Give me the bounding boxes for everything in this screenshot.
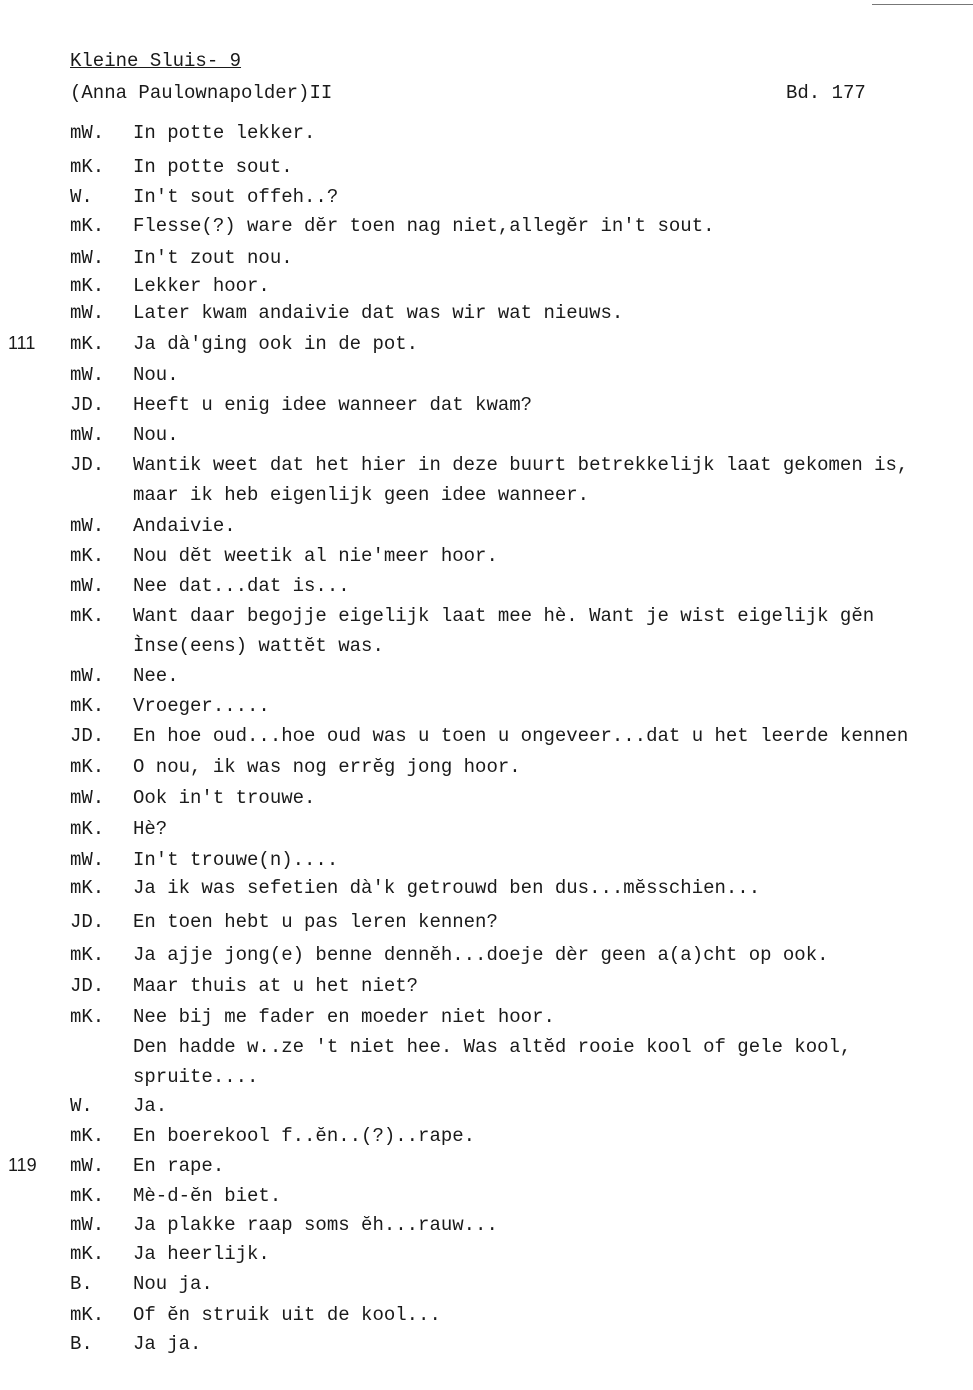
utterance-text: Nee. [133, 665, 179, 687]
transcript-line [0, 1243, 973, 1271]
transcript-line [0, 1273, 973, 1301]
speaker-label: mK. [70, 1243, 105, 1265]
utterance-text: In potte lekker. [133, 122, 316, 144]
utterance-text: In't sout offeh..? [133, 186, 339, 208]
utterance-text: maar ik heb eigenlijk geen idee wanneer. [133, 484, 590, 506]
speaker-label: mW. [70, 575, 105, 597]
transcript-line [0, 156, 973, 184]
utterance-text: Nee dat...dat is... [133, 575, 350, 597]
transcript-line [0, 1155, 973, 1183]
transcript-line [0, 1125, 973, 1153]
transcript-line [0, 818, 973, 846]
speaker-label: mK. [70, 156, 105, 178]
line-number: 111 [8, 333, 36, 353]
transcript-line [0, 635, 973, 663]
transcript-line [0, 787, 973, 815]
speaker-label: JD. [70, 454, 105, 476]
transcript-line [0, 1006, 973, 1034]
speaker-label: mK. [70, 944, 105, 966]
speaker-label: W. [70, 186, 93, 208]
line-number: 119 [8, 1155, 37, 1175]
utterance-text: spruite.... [133, 1066, 259, 1088]
speaker-label: mK. [70, 756, 105, 778]
transcript-line [0, 944, 973, 972]
transcript-line [0, 484, 973, 512]
utterance-text: En boerekool f..ĕn..(?)..rape. [133, 1125, 476, 1147]
utterance-text: Vroeger..... [133, 695, 270, 717]
utterance-text: In't trouwe(n).... [133, 849, 339, 871]
utterance-text: En toen hebt u pas leren kennen? [133, 911, 498, 933]
speaker-label: W. [70, 1095, 93, 1117]
utterance-text: Ja dà'ging ook in de pot. [133, 333, 419, 355]
transcript-line [0, 849, 973, 877]
utterance-text: Ook in't trouwe. [133, 787, 316, 809]
speaker-label: B. [70, 1333, 93, 1355]
utterance-text: Maar thuis at u het niet? [133, 975, 419, 997]
speaker-label: mW. [70, 849, 105, 871]
transcript-line [0, 911, 973, 939]
speaker-label: mK. [70, 215, 105, 237]
transcript-line [0, 394, 973, 422]
utterance-text: Mè-d-ĕn biet. [133, 1185, 282, 1207]
speaker-label: B. [70, 1273, 93, 1295]
speaker-label: mK. [70, 1304, 105, 1326]
utterance-text: Andaivie. [133, 515, 236, 537]
speaker-label: mW. [70, 302, 105, 324]
speaker-label: mW. [70, 364, 105, 386]
speaker-label: mK. [70, 1125, 105, 1147]
utterance-text: Nou ja. [133, 1273, 213, 1295]
transcript-line [0, 695, 973, 723]
speaker-label: mK. [70, 818, 105, 840]
utterance-text: Ja ajje jong(e) benne dennĕh...doeje dèr geen a(a)cht op ook. [133, 944, 829, 966]
utterance-text: Ja. [133, 1095, 168, 1117]
utterance-text: Later kwam andaivie dat was wir wat nieuws. [133, 302, 624, 324]
utterance-text: Den hadde w..ze 't niet hee. Was altĕd rooie kool of gele kool, [133, 1036, 852, 1058]
page-reference: Bd. 177 [786, 82, 866, 104]
transcript-line [0, 333, 973, 361]
utterance-text: Heeft u enig idee wanneer dat kwam? [133, 394, 533, 416]
utterance-text: Nou. [133, 424, 179, 446]
transcript-line [0, 186, 973, 214]
utterance-text: En rape. [133, 1155, 225, 1177]
transcript-line [0, 575, 973, 603]
transcript-line [0, 364, 973, 392]
utterance-text: Ja plakke raap soms ĕh...rauw... [133, 1214, 498, 1236]
speaker-label: mK. [70, 275, 105, 297]
speaker-label: mW. [70, 424, 105, 446]
transcript-line [0, 725, 973, 753]
speaker-label: mK. [70, 545, 105, 567]
speaker-label: JD. [70, 911, 105, 933]
top-rule [872, 4, 973, 5]
speaker-label: mW. [70, 247, 105, 269]
transcript-line [0, 545, 973, 573]
speaker-label: JD. [70, 975, 105, 997]
transcript-line [0, 302, 973, 330]
transcript-line [0, 975, 973, 1003]
utterance-text: In potte sout. [133, 156, 293, 178]
speaker-label: mW. [70, 1155, 105, 1177]
transcript-line [0, 605, 973, 633]
utterance-text: Ja heerlijk. [133, 1243, 270, 1265]
utterance-text: O nou, ik was nog errĕg jong hoor. [133, 756, 521, 778]
transcript-line [0, 275, 973, 303]
speaker-label: mK. [70, 1006, 105, 1028]
utterance-text: Flesse(?) ware dĕr toen nag niet,allegĕr in't sout. [133, 215, 715, 237]
speaker-label: mK. [70, 1185, 105, 1207]
speaker-label: mK. [70, 695, 105, 717]
transcript-line [0, 424, 973, 452]
transcript-line [0, 122, 973, 150]
transcript-line [0, 247, 973, 275]
speaker-label: mK. [70, 605, 105, 627]
speaker-label: mW. [70, 665, 105, 687]
speaker-label: JD. [70, 394, 105, 416]
transcript-line [0, 454, 973, 482]
speaker-label: mW. [70, 122, 105, 144]
page-title: Kleine Sluis- 9 [70, 50, 242, 72]
transcript-line [0, 1066, 973, 1094]
speaker-label: mK. [70, 333, 105, 355]
utterance-text: Ja ik was sefetien dà'k getrouwd ben dus...mĕsschien... [133, 877, 761, 899]
page-subtitle: (Anna Paulownapolder)II [70, 82, 333, 104]
utterance-text: Hè? [133, 818, 168, 840]
utterance-text: In't zout nou. [133, 247, 293, 269]
transcript-line [0, 1036, 973, 1064]
utterance-text: Of ĕn struik uit de kool... [133, 1304, 441, 1326]
utterance-text: Ja ja. [133, 1333, 202, 1355]
speaker-label: mW. [70, 515, 105, 537]
transcript-line [0, 1333, 973, 1361]
speaker-label: mW. [70, 1214, 105, 1236]
transcript-line [0, 1214, 973, 1242]
utterance-text: Want daar begojje eigelijk laat mee hè. Want je wist eigelijk gĕn [133, 605, 875, 627]
speaker-label: mK. [70, 877, 105, 899]
speaker-label: mW. [70, 787, 105, 809]
transcript-line [0, 215, 973, 243]
utterance-text: Wantik weet dat het hier in deze buurt betrekkelijk laat gekomen is, [133, 454, 909, 476]
transcript-line [0, 1304, 973, 1332]
utterance-text: Lekker hoor. [133, 275, 270, 297]
utterance-text: Nou. [133, 364, 179, 386]
transcript-line [0, 877, 973, 905]
transcript-line [0, 665, 973, 693]
transcript-line [0, 1095, 973, 1123]
transcript-line [0, 515, 973, 543]
transcript-line [0, 1185, 973, 1213]
utterance-text: Nou dĕt weetik al nie'meer hoor. [133, 545, 498, 567]
utterance-text: Nee bij me fader en moeder niet hoor. [133, 1006, 555, 1028]
transcript-line [0, 756, 973, 784]
speaker-label: JD. [70, 725, 105, 747]
utterance-text: Ìnse(eens) wattĕt was. [133, 635, 384, 657]
utterance-text: En hoe oud...hoe oud was u toen u ongeveer...dat u het leerde kennen [133, 725, 909, 747]
